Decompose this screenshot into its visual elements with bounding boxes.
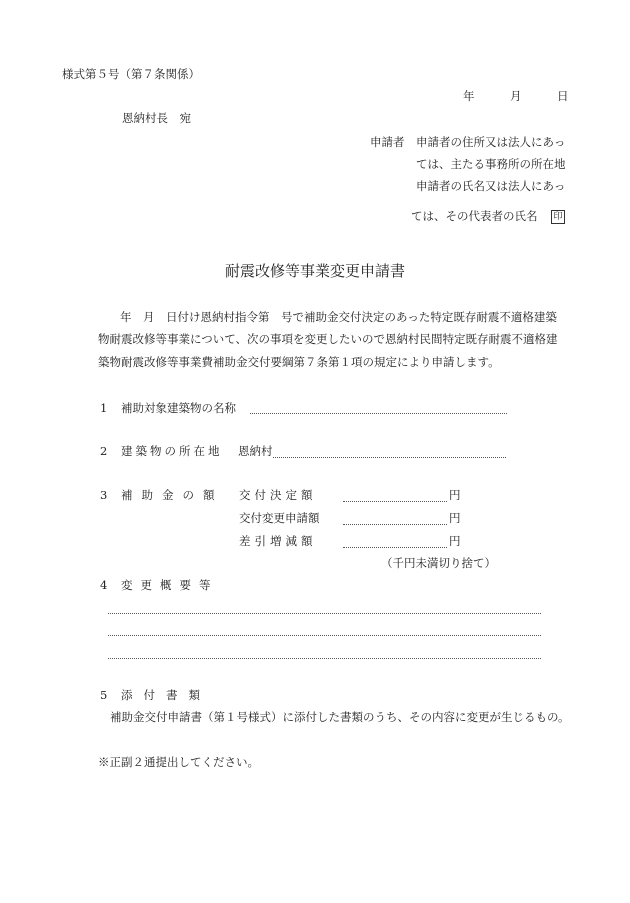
item1-label: 補助対象建築物の名称 [121,401,236,415]
item4-input-line-1[interactable] [108,613,541,614]
seal-mark [551,210,565,224]
footnote: ※正副２通提出してください。 [98,755,259,769]
applicant-address-line1: 申請者の住所又は法人にあっ [416,135,566,149]
item2-value: 恩納村 [238,444,273,458]
applicant-name-line1: 申請者の氏名又は法人にあっ [416,179,566,193]
item3-label: 補助金の額 [121,488,224,502]
item3-row3-label: 差引増減額 [239,534,317,548]
item4-number: 4 [100,578,108,592]
item5-number: 5 [100,688,108,702]
item3-row1-input-line[interactable] [343,501,447,502]
body-line-3: 築物耐震改修等事業費補助金交付要綱第７条第１項の規定により申請します。 [98,355,500,369]
item4-label: 変更概要等 [121,578,219,592]
item5-label: 添付書類 [121,688,211,702]
applicant-name-line2: ては、その代表者の氏名 [411,209,538,223]
item3-number: 3 [100,488,108,502]
addressee: 恩納村長 宛 [122,111,191,125]
item3-row2-input-line[interactable] [343,524,447,525]
item1-number: 1 [100,401,108,415]
item4-input-line-2[interactable] [108,635,541,636]
item3-row3-unit: 円 [449,534,461,548]
item4-input-line-3[interactable] [108,658,541,659]
item3-row2-unit: 円 [449,511,461,525]
item3-note: （千円未満切り捨て） [381,556,496,570]
item2-label: 建築物の所在地 [121,444,223,458]
date-month: 月 [510,89,522,103]
seal-icon: 印 [551,210,565,224]
date-day: 日 [557,89,569,103]
item2-number: 2 [100,444,108,458]
form-number: 様式第５号（第７条関係） [62,67,200,81]
body-line-2: 物耐震改修等事業について、次の事項を変更したいので恩納村民間特定既存耐震不適格建 [98,332,558,346]
item1-input-line[interactable] [250,413,507,414]
document-title: 耐震改修等事業変更申請書 [225,262,406,280]
item3-row1-unit: 円 [449,488,461,502]
applicant-label: 申請者 [370,135,405,149]
item5-text: 補助金交付申請書（第１号様式）に添付した書類のうち、その内容に変更が生じるもの。 [110,710,570,724]
date-year: 年 [463,89,475,103]
item2-input-line[interactable] [273,457,506,458]
item3-row2-label: 交付変更申請額 [239,511,320,525]
body-line-1: 年 月 日付け恩納村指令第 号で補助金交付決定のあった特定既存耐震不適格建築 [120,310,557,324]
applicant-address-line2: ては、主たる事務所の所在地 [416,157,566,171]
item3-row3-input-line[interactable] [343,547,447,548]
item3-row1-label: 交付決定額 [239,488,317,502]
